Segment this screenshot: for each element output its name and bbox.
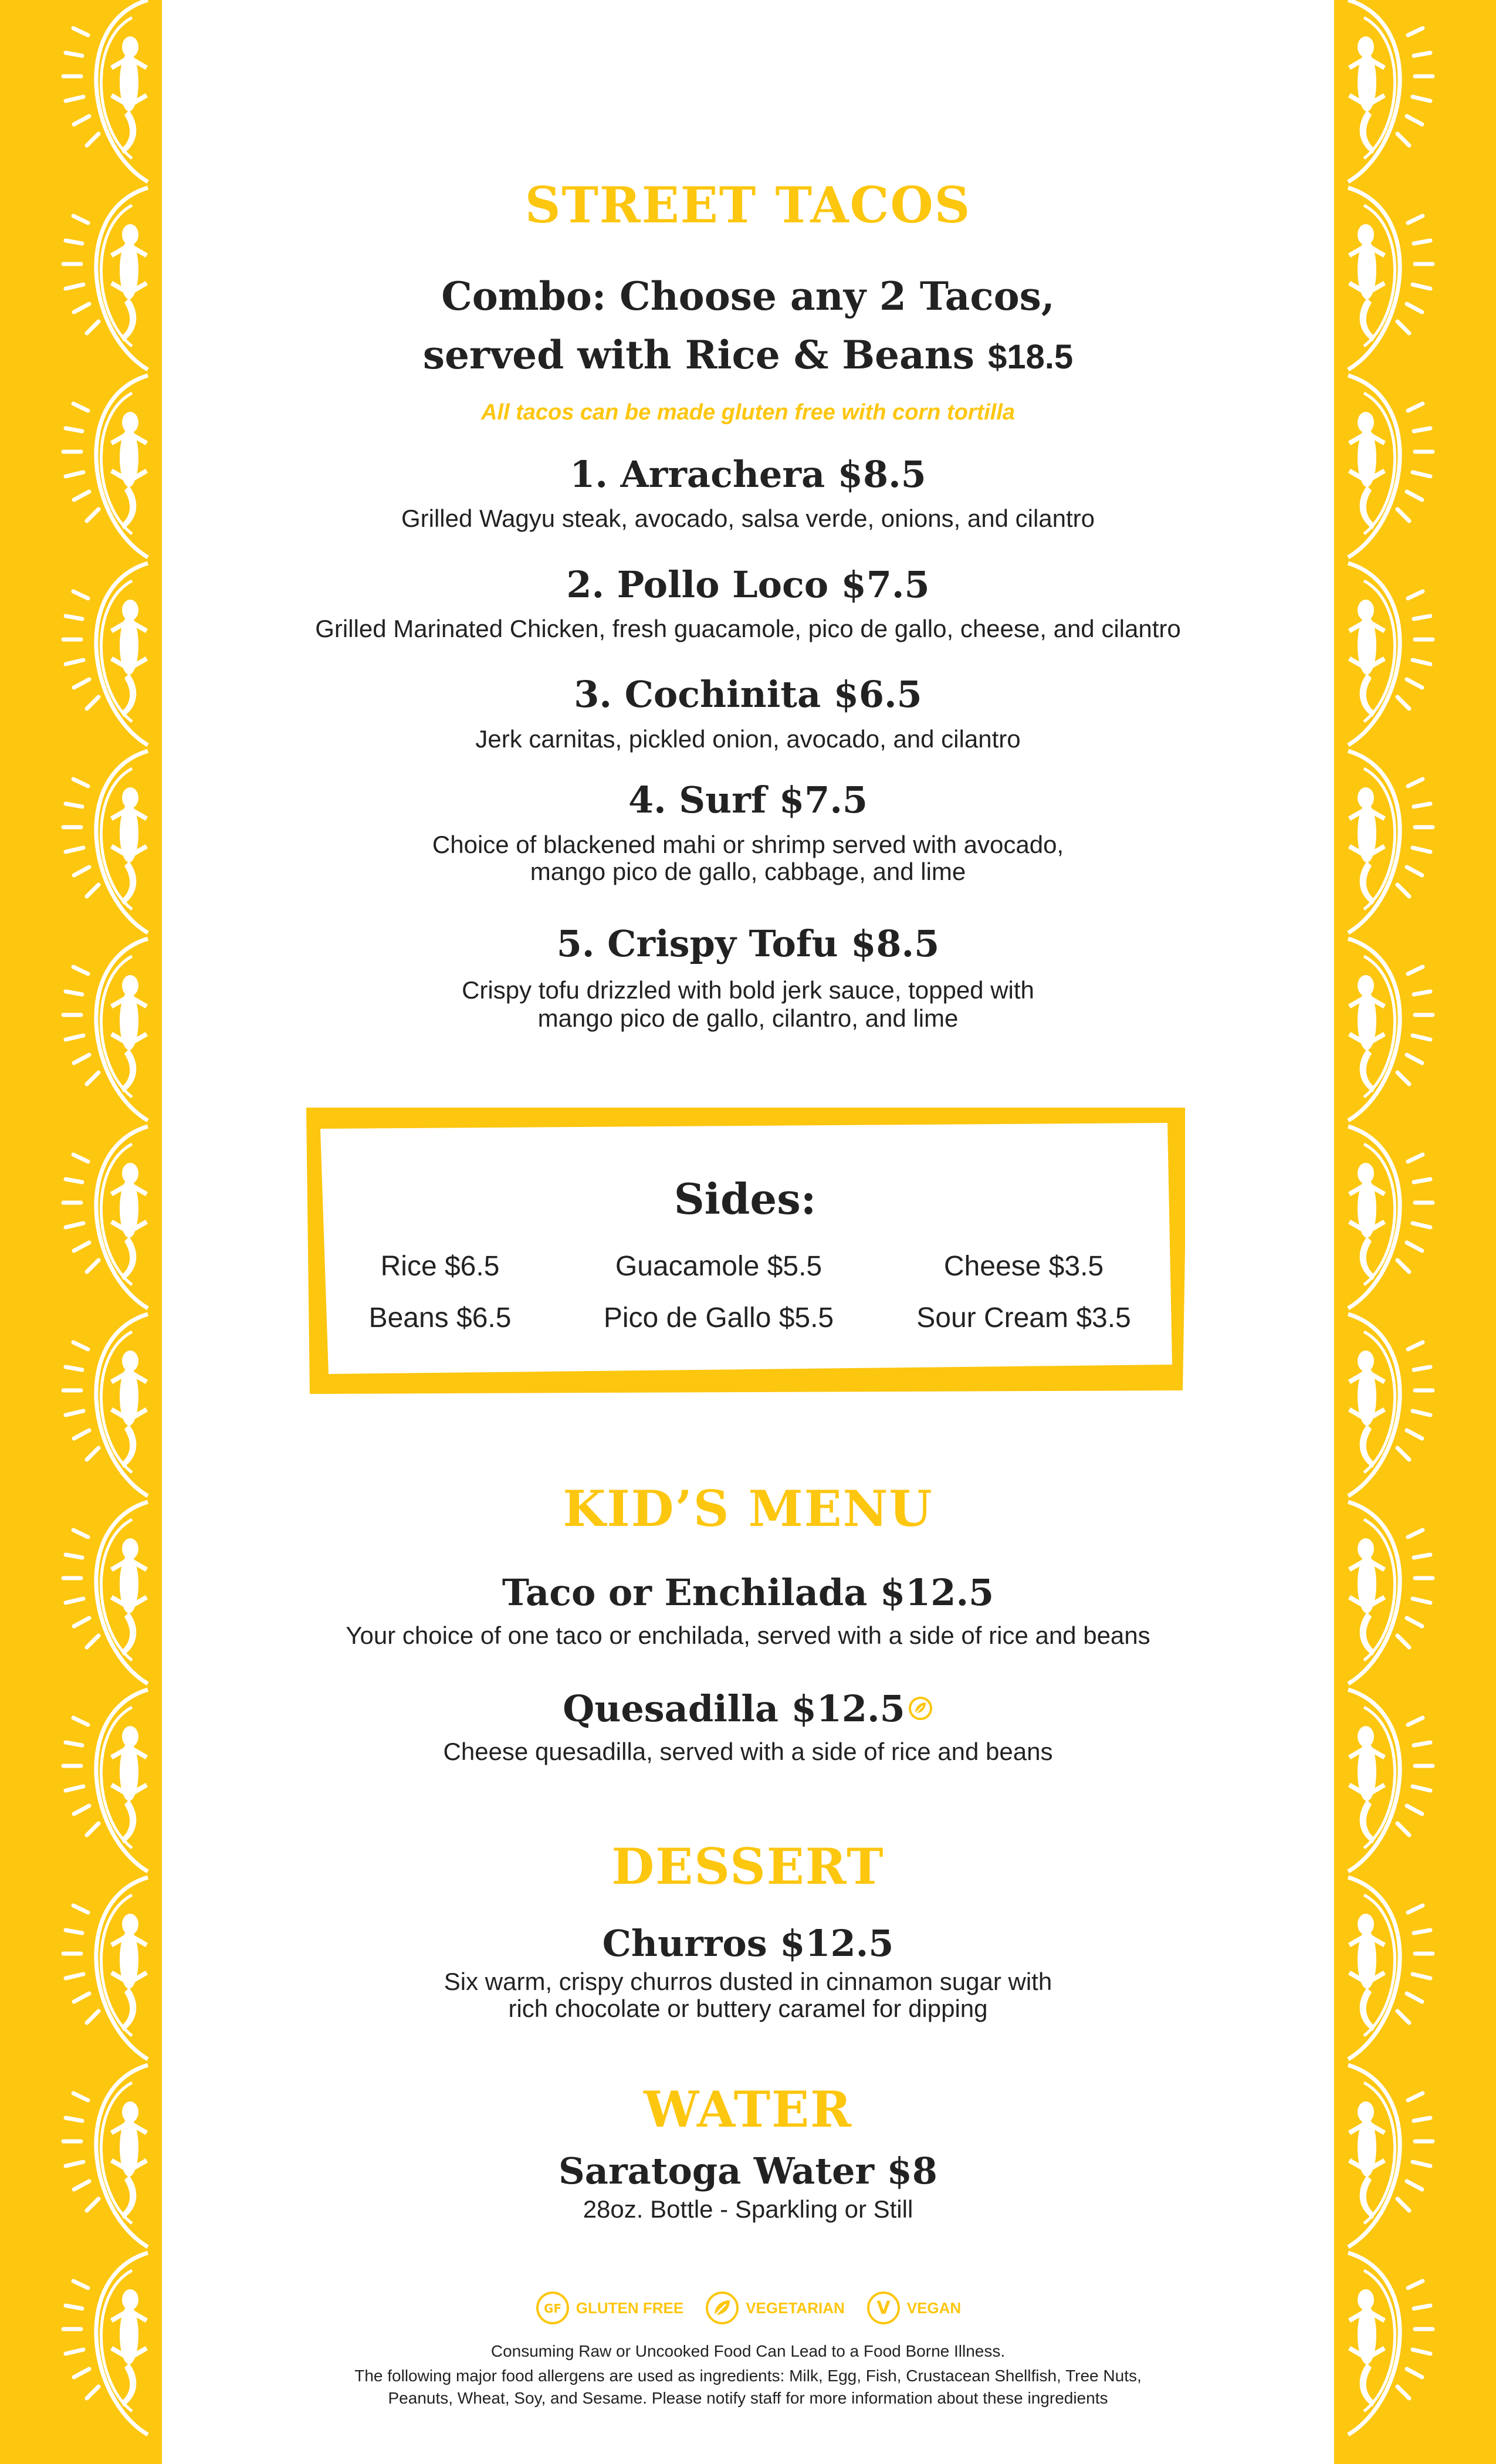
taco-item-desc-line-2: mango pico de gallo, cilantro, and lime (537, 1004, 959, 1032)
quesadilla-title: Quesadilla $12.5 (563, 1687, 905, 1730)
kids-item-title (162, 1687, 1334, 1730)
taco-item-desc: Grilled Marinated Chicken, fresh guacamole, pico de gallo, cheese, and cilantro (315, 615, 1181, 642)
combo-description: served with Rice & Beans (422, 332, 974, 378)
left-decorative-border (0, 0, 162, 2464)
legend-label: VEGAN (906, 2299, 962, 2317)
taco-item-title: 1. Arrachera $8.5 (570, 453, 926, 496)
gecko-sun-icon (0, 0, 162, 2464)
side-item: Cheese $3.5 (943, 1250, 1104, 1282)
taco-item-title: 4. Surf $7.5 (628, 779, 868, 821)
taco-item-title: 3. Cochinita $6.5 (574, 673, 922, 716)
legend-vegetarian (705, 2290, 845, 2326)
sides-row (305, 1292, 1185, 1343)
vegan-icon (866, 2290, 901, 2326)
sides-row (305, 1240, 1185, 1292)
sides-heading: Sides: (673, 1174, 817, 1224)
legend-label: GLUTEN FREE (576, 2299, 684, 2317)
sides-grid (305, 1240, 1185, 1343)
legend-gluten-free (535, 2290, 683, 2326)
vegetarian-leaf-icon (705, 2290, 740, 2326)
kids-menu-heading: KID’S MENU (563, 1480, 933, 1538)
side-item: Sour Cream $3.5 (916, 1302, 1131, 1333)
dessert-item-title: Churros $12.5 (602, 1922, 894, 1965)
gluten-free-icon (535, 2290, 570, 2326)
gluten-free-mark: GF (543, 2301, 561, 2316)
taco-item-desc-line-2: mango pico de gallo, cabbage, and lime (530, 858, 966, 885)
right-decorative-border (1334, 0, 1496, 2464)
dessert-heading: DESSERT (611, 1837, 885, 1896)
footer-allergens-line-2: Peanuts, Wheat, Soy, and Sesame. Please notify staff for more information about these ingredients (388, 2389, 1108, 2407)
kids-item-desc: Your choice of one taco or enchilada, served with a side of rice and beans (346, 1622, 1150, 1649)
dietary-legend (162, 2290, 1334, 2326)
legend-vegan (866, 2290, 961, 2326)
combo-line-1: Combo: Choose any 2 Tacos, (441, 273, 1055, 319)
taco-item-desc-line-1: Choice of blackened mahi or shrimp served with avocado, (432, 831, 1064, 858)
dessert-desc-line-2: rich chocolate or buttery caramel for dipping (508, 1995, 988, 2022)
water-item-title: Saratoga Water $8 (559, 2150, 937, 2192)
legend-label: VEGETARIAN (746, 2299, 845, 2317)
gecko-sun-icon (1334, 0, 1496, 2464)
vegan-mark: V (876, 2298, 891, 2319)
footer-allergens-line-1: The following major food allergens are used as ingredients: Milk, Egg, Fish, Crustacean Shellfish, Tree Nuts, (354, 2367, 1142, 2385)
footer-warning: Consuming Raw or Uncooked Food Can Lead to a Food Borne Illness. (490, 2342, 1006, 2360)
taco-item-desc: Jerk carnitas, pickled onion, avocado, and cilantro (475, 725, 1021, 753)
street-tacos-heading: STREET TACOS (524, 176, 972, 234)
water-item-desc: 28oz. Bottle - Sparkling or Still (583, 2195, 913, 2223)
kids-item-title: Taco or Enchilada $12.5 (502, 1571, 994, 1614)
water-heading: WATER (644, 2080, 852, 2138)
dessert-desc-line-1: Six warm, crispy churros dusted in cinnamon sugar with (444, 1968, 1052, 1995)
gluten-free-note: All tacos can be made gluten free with corn tortilla (480, 400, 1016, 425)
taco-item-title: 2. Pollo Loco $7.5 (566, 563, 930, 606)
vegetarian-leaf-icon (908, 1695, 933, 1721)
combo-line-2 (162, 332, 1334, 378)
taco-item-desc: Grilled Wagyu steak, avocado, salsa verde, onions, and cilantro (401, 505, 1095, 532)
kids-item-desc: Cheese quesadilla, served with a side of rice and beans (443, 1738, 1053, 1765)
side-item: Rice $6.5 (380, 1250, 500, 1282)
side-item: Beans $6.5 (368, 1302, 512, 1333)
side-item: Guacamole $5.5 (615, 1250, 823, 1282)
sides-box (305, 1106, 1185, 1394)
side-item: Pico de Gallo $5.5 (603, 1302, 834, 1333)
taco-item-desc-line-1: Crispy tofu drizzled with bold jerk sauce, topped with (462, 976, 1034, 1004)
combo-price: $18.5 (987, 338, 1074, 376)
taco-item-title: 5. Crispy Tofu $8.5 (556, 922, 940, 965)
